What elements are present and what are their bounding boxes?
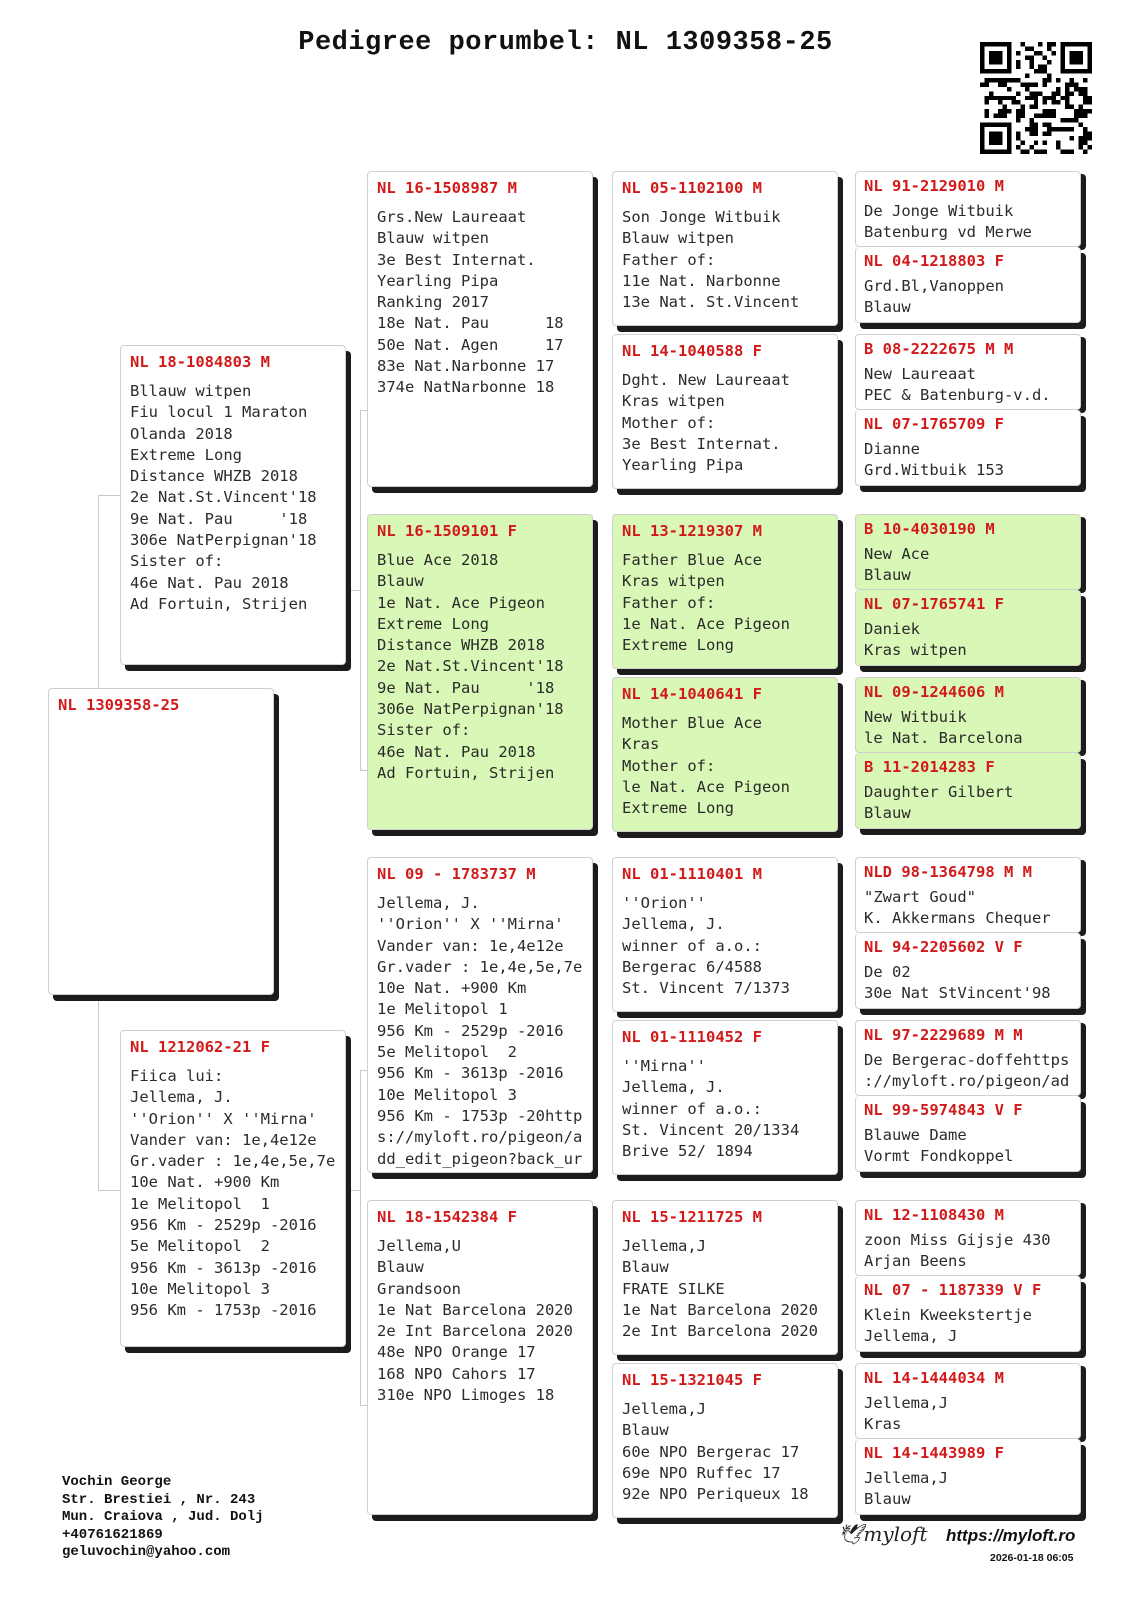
pigeon-info-line: De Jonge Witbuik <box>864 202 1014 220</box>
owner-name: Vochin George <box>62 1474 172 1490</box>
ring-number: NL 09-1244606 M <box>864 683 1004 701</box>
pigeon-info-line: 69e NPO Ruffec 17 <box>622 1463 781 1482</box>
pigeon-info-line: 46e Nat. Pau 2018 <box>130 573 289 592</box>
pigeon-info-line: Distance WHZB 2018 <box>377 636 545 655</box>
ring-number: NL 07-1765741 F <box>864 595 1004 613</box>
pigeon-info-line: Blue Ace 2018 <box>377 551 499 569</box>
page-title: Pedigree porumbel: NL 1309358-25 <box>298 28 833 58</box>
ring-number: NL 18-1084803 M <box>130 353 270 371</box>
pigeon-info-line: Father of: <box>622 250 716 269</box>
pigeon-info-line: Blauw <box>864 298 911 316</box>
pigeon-card-grandparent[interactable] <box>367 1200 593 1515</box>
pigeon-info-line: ''Mirna'' <box>622 1057 706 1075</box>
pigeon-card-gg-grandparent[interactable] <box>855 1200 1081 1276</box>
pigeon-info-line: 50e Nat. Agen 17 <box>377 335 564 354</box>
pigeon-info-line: Jellema, J. <box>622 915 725 934</box>
pigeon-info-line: Brive 52/ 1894 <box>622 1142 753 1161</box>
pigeon-info-line: 60e NPO Bergerac 17 <box>622 1442 800 1461</box>
pigeon-info-line: 2e Int Barcelona 2020 <box>377 1322 573 1341</box>
pigeon-info-line: St. Vincent 20/1334 <box>622 1120 800 1139</box>
pigeon-info-line: Jellema, J. <box>622 1078 725 1097</box>
pigeon-info-line: Yearling Pipa <box>622 456 744 475</box>
ring-number: NL 14-1443989 F <box>864 1444 1004 1462</box>
pigeon-info-line: 1e Nat. Ace Pigeon <box>377 593 545 612</box>
pigeon-info-line: Mother of: <box>622 756 716 775</box>
pigeon-info-line: Vander van: 1e,4e12e <box>130 1130 317 1149</box>
pigeon-info-line: FRATE SILKE <box>622 1279 725 1298</box>
ring-number: NL 09 - 1783737 M <box>377 865 536 883</box>
pigeon-card-great-grandparent[interactable] <box>612 514 838 669</box>
ring-number: NL 94-2205602 V F <box>864 938 1023 956</box>
pigeon-info-line: De Bergerac-doffehttps <box>864 1051 1070 1069</box>
ring-number: NL 91-2129010 M <box>864 177 1004 195</box>
pigeon-card-great-grandparent[interactable] <box>612 677 838 832</box>
pigeon-info-line: Kras witpen <box>864 641 967 659</box>
pigeon-info-line: Blauw <box>864 804 911 822</box>
pigeon-info-line: Arjan Beens <box>864 1252 967 1270</box>
ring-number: NL 99-5974843 V F <box>864 1101 1023 1119</box>
pigeon-card-grandparent[interactable] <box>367 171 593 487</box>
ring-number: NL 04-1218803 F <box>864 252 1004 270</box>
pigeon-info-line: 46e Nat. Pau 2018 <box>377 742 536 761</box>
owner-street: Str. Brestiei , Nr. 243 <box>62 1491 256 1508</box>
ring-number: NL 14-1040641 F <box>622 685 762 703</box>
pigeon-info-line: 956 Km - 1753p -2016 <box>130 1301 317 1320</box>
pigeon-info-line: 48e NPO Orange 17 <box>377 1343 536 1362</box>
pigeon-info-line: Fiu locul 1 Maraton <box>130 403 308 422</box>
pigeon-card-subject[interactable] <box>48 688 274 995</box>
brand-footer <box>838 1520 1088 1570</box>
pigeon-card-gg-grandparent[interactable] <box>855 1276 1081 1352</box>
pigeon-info-line: winner of a.o.: <box>622 936 762 955</box>
ring-number: NL 01-1110452 F <box>622 1028 762 1046</box>
pigeon-card-gg-grandparent[interactable] <box>855 334 1081 410</box>
pigeon-info-line: New Laureaat <box>864 365 976 383</box>
pigeon-info-line: Gr.vader : 1e,4e,5e,7e <box>377 957 583 976</box>
pigeon-info-line: Blauw <box>622 1258 669 1277</box>
pigeon-info-line: Gr.vader : 1e,4e,5e,7e <box>130 1152 336 1171</box>
pigeon-info-line: New Witbuik <box>864 708 967 726</box>
pigeon-info-line: Kras witpen <box>622 572 725 591</box>
pigeon-info-line: Blauw witpen <box>377 229 489 248</box>
pigeon-info-line: 10e Nat. +900 Km <box>130 1173 280 1192</box>
pigeon-info-line: Jellema,J <box>622 1237 706 1255</box>
pigeon-info-line: 11e Nat. Narbonne <box>622 271 781 290</box>
ring-number: NL 16-1508987 M <box>377 179 517 197</box>
pigeon-info-line: Blauw <box>864 566 911 584</box>
myloft-logo: 🕊myloft <box>838 1522 928 1546</box>
pigeon-info-line: Extreme Long <box>622 799 734 818</box>
pigeon-info-line: Distance WHZB 2018 <box>130 467 298 486</box>
pigeon-info-line: Kras witpen <box>622 392 725 411</box>
pigeon-card-great-grandparent[interactable] <box>612 1363 838 1518</box>
pigeon-info-line: ''Orion'' X ''Mirna' <box>130 1109 317 1128</box>
pigeon-info-line: Olanda 2018 <box>130 424 233 443</box>
pigeon-info-line: Klein Kweekstertje <box>864 1306 1032 1324</box>
pigeon-card-gg-grandparent[interactable] <box>855 1020 1081 1096</box>
ring-number: NL 14-1040588 F <box>622 342 762 360</box>
ring-number: NL 14-1444034 M <box>864 1369 1004 1387</box>
pigeon-info-line: PEC & Batenburg-v.d. <box>864 386 1051 404</box>
pigeon-card-grandparent[interactable] <box>367 857 593 1173</box>
pigeon-info-line: Vander van: 1e,4e12e <box>377 936 564 955</box>
ring-number: NL 97-2229689 M M <box>864 1026 1023 1044</box>
pigeon-info-line: New Ace <box>864 545 930 563</box>
pigeon-info-line: 10e Nat. +900 Km <box>377 979 527 998</box>
pigeon-info-line: Grandsoon <box>377 1279 461 1298</box>
pigeon-info-line: 10e Melitopol 3 <box>130 1279 270 1298</box>
pigeon-card-gg-grandparent[interactable] <box>855 1439 1081 1515</box>
pigeon-info-line: Jellema, J. <box>377 894 480 912</box>
pigeon-info-line: 306e NatPerpignan'18 <box>377 700 564 719</box>
pigeon-info-line: 92e NPO Periqueux 18 <box>622 1485 809 1504</box>
pigeon-info-line: 2e Nat.St.Vincent'18 <box>130 488 317 507</box>
pigeon-info-line: Jellema,U <box>377 1237 461 1255</box>
pigeon-card-gg-grandparent[interactable] <box>855 1363 1081 1439</box>
pigeon-info-line: Blauw <box>377 1258 424 1277</box>
pigeon-info-line: Fiica lui: <box>130 1067 224 1085</box>
pigeon-info-line: 1e Nat Barcelona 2020 <box>622 1300 818 1319</box>
pigeon-info-line: Bllauw witpen <box>130 382 252 400</box>
pigeon-info-line: Sister of: <box>377 721 471 740</box>
pigeon-info-line: le Nat. Ace Pigeon <box>622 777 790 796</box>
ring-number: B 10-4030190 M <box>864 520 995 538</box>
pigeon-info-line: Jellema,J <box>864 1394 948 1412</box>
pigeon-info-line: Grd.Witbuik 153 <box>864 461 1004 479</box>
pigeon-info-line: Mother Blue Ace <box>622 714 762 732</box>
pigeon-card-great-grandparent[interactable] <box>612 334 838 489</box>
pigeon-info-line: Batenburg vd Merwe <box>864 223 1032 241</box>
pigeon-info-line: 2e Nat.St.Vincent'18 <box>377 657 564 676</box>
pigeon-card-gg-grandparent[interactable] <box>855 1096 1081 1172</box>
pigeon-info-line: Extreme Long <box>377 614 489 633</box>
pigeon-info-line: Son Jonge Witbuik <box>622 208 781 226</box>
ring-number: NL 07-1765709 F <box>864 415 1004 433</box>
pigeon-info-line: 956 Km - 2529p -2016 <box>130 1216 317 1235</box>
pigeon-info-line: 1e Melitopol 1 <box>377 1000 508 1019</box>
pigeon-info-line: s://myloft.ro/pigeon/a <box>377 1128 583 1147</box>
pigeon-info-line: 10e Melitopol 3 <box>377 1085 517 1104</box>
pigeon-card-gg-grandparent[interactable] <box>855 171 1081 247</box>
pigeon-info-line: Extreme Long <box>130 445 242 464</box>
pigeon-info-line: Grs.New Laureaat <box>377 208 527 226</box>
pigeon-card-gg-grandparent[interactable] <box>855 247 1081 323</box>
pigeon-info-line: Daniek <box>864 620 920 638</box>
pigeon-info-line: Grd.Bl,Vanoppen <box>864 277 1004 295</box>
ring-number: NL 07 - 1187339 V F <box>864 1281 1042 1299</box>
pigeon-info-line: Dianne <box>864 440 920 458</box>
pigeon-info-line: winner of a.o.: <box>622 1099 762 1118</box>
pigeon-info-line: K. Akkermans Chequer <box>864 909 1051 927</box>
pigeon-info-line: 3e Best Internat. <box>622 434 781 453</box>
pigeon-card-gg-grandparent[interactable] <box>855 410 1081 486</box>
pigeon-info-line: Vormt Fondkoppel <box>864 1147 1014 1165</box>
pigeon-card-gg-grandparent[interactable] <box>855 753 1081 829</box>
connector-line <box>360 410 361 770</box>
pigeon-info-line: zoon Miss Gijsje 430 <box>864 1231 1051 1249</box>
pigeon-info-line: Extreme Long <box>622 636 734 655</box>
pigeon-info-line: 306e NatPerpignan'18 <box>130 531 317 550</box>
pigeon-info-line: Yearling Pipa <box>377 271 499 290</box>
ring-number: NL 15-1211725 M <box>622 1208 762 1226</box>
pigeon-info-line: 1e Nat Barcelona 2020 <box>377 1300 573 1319</box>
pigeon-info-line: dd_edit_pigeon?back_ur <box>377 1149 583 1168</box>
connector-line <box>98 1190 120 1191</box>
pigeon-info-line: 3e Best Internat. <box>377 250 536 269</box>
pigeon-card-great-grandparent[interactable] <box>612 171 838 326</box>
qr-code-icon <box>980 42 1092 154</box>
ring-number: NL 12-1108430 M <box>864 1206 1004 1224</box>
pigeon-info-line: Kras <box>622 735 660 754</box>
connector-line <box>360 1070 361 1405</box>
ring-number: B 08-2222675 M M <box>864 340 1014 358</box>
pigeon-info-line: 18e Nat. Pau 18 <box>377 314 564 333</box>
pigeon-info-line: ''Orion'' X ''Mirna' <box>377 915 564 934</box>
pigeon-info-line: 30e Nat StVincent'98 <box>864 984 1051 1002</box>
pigeon-info-line: Blauwe Dame <box>864 1126 967 1144</box>
pigeon-info-line: 83e Nat.Narbonne 17 <box>377 357 555 376</box>
pigeon-info-line: Jellema, J <box>864 1327 958 1345</box>
pigeon-info-line: Kras <box>864 1415 902 1433</box>
pigeon-info-line: St. Vincent 7/1373 <box>622 979 790 998</box>
ring-number: NL 05-1102100 M <box>622 179 762 197</box>
ring-number: NL 18-1542384 F <box>377 1208 517 1226</box>
pigeon-info-line: Blauw <box>622 1421 669 1440</box>
pigeon-info-line: ://myloft.ro/pigeon/ad <box>864 1072 1070 1090</box>
pigeon-info-line: Jellema,J <box>864 1469 948 1487</box>
pigeon-info-line: Ad Fortuin, Strijen <box>130 594 308 613</box>
pigeon-card-gg-grandparent[interactable] <box>855 677 1081 753</box>
pigeon-info-line: 9e Nat. Pau '18 <box>377 678 555 697</box>
pigeon-card-grandparent[interactable] <box>367 514 593 830</box>
pigeon-info-line: 5e Melitopol 2 <box>377 1043 517 1062</box>
pigeon-info-line: Blauw <box>377 572 424 591</box>
pigeon-info-line: ''Orion'' <box>622 894 706 912</box>
pigeon-info-line: 168 NPO Cahors 17 <box>377 1364 536 1383</box>
ring-number: NLD 98-1364798 M M <box>864 863 1032 881</box>
pigeon-info-line: De 02 <box>864 963 911 981</box>
owner-city: Mun. Craiova , Jud. Dolj <box>62 1509 264 1525</box>
pigeon-card-great-grandparent[interactable] <box>612 857 838 1012</box>
pigeon-info-line: Father Blue Ace <box>622 551 762 569</box>
pigeon-info-line: "Zwart Goud" <box>864 888 976 906</box>
pigeon-info-line: Bergerac 6/4588 <box>622 957 762 976</box>
pigeon-card-great-grandparent[interactable] <box>612 1020 838 1175</box>
ring-number: NL 1212062-21 F <box>130 1038 270 1056</box>
pigeon-info-line: 13e Nat. St.Vincent <box>622 293 800 312</box>
owner-phone: +40761621869 <box>62 1526 163 1543</box>
pigeon-card-great-grandparent[interactable] <box>612 1200 838 1355</box>
print-date: 2026-01-18 06:05 <box>990 1552 1074 1564</box>
pigeon-info-line: Jellema,J <box>622 1400 706 1418</box>
pigeon-card-gg-grandparent[interactable] <box>855 514 1081 590</box>
pigeon-info-line: 956 Km - 1753p -20http <box>377 1106 583 1125</box>
pigeon-info-line: le Nat. Barcelona <box>864 729 1023 747</box>
pigeon-info-line: Daughter Gilbert <box>864 783 1014 801</box>
pigeon-info-line: 1e Melitopol 1 <box>130 1194 270 1213</box>
connector-line <box>98 495 120 496</box>
pigeon-info-line: 956 Km - 3613p -2016 <box>377 1064 564 1083</box>
pigeon-info-line: Father of: <box>622 593 716 612</box>
pigeon-info-line: Sister of: <box>130 552 224 571</box>
owner-email: geluvochin@yahoo.com <box>62 1544 231 1560</box>
pigeon-info-line: 310e NPO Limoges 18 <box>377 1386 555 1405</box>
pigeon-card-gg-grandparent[interactable] <box>855 857 1081 933</box>
pigeon-info-line: Ad Fortuin, Strijen <box>377 763 555 782</box>
pigeon-card-parent-father[interactable] <box>120 345 346 665</box>
ring-number: NL 1309358-25 <box>58 696 180 714</box>
ring-number: NL 01-1110401 M <box>622 865 762 883</box>
brand-url[interactable]: https://myloft.ro <box>946 1526 1076 1545</box>
pigeon-info-line: Jellema, J. <box>130 1088 233 1107</box>
pigeon-info-line: Blauw witpen <box>622 229 734 248</box>
pigeon-info-line: 1e Nat. Ace Pigeon <box>622 614 790 633</box>
pigeon-info-line: 956 Km - 2529p -2016 <box>377 1021 564 1040</box>
pigeon-info-line: Ranking 2017 <box>377 293 489 312</box>
pigeon-info-line: 956 Km - 3613p -2016 <box>130 1258 317 1277</box>
ring-number: NL 15-1321045 F <box>622 1371 762 1389</box>
ring-number: NL 16-1509101 F <box>377 522 517 540</box>
pigeon-info-line: Mother of: <box>622 413 716 432</box>
ring-number: NL 13-1219307 M <box>622 522 762 540</box>
pigeon-info-line: 9e Nat. Pau '18 <box>130 509 308 528</box>
pigeon-info-line: 5e Melitopol 2 <box>130 1237 270 1256</box>
owner-info <box>62 1474 264 1562</box>
pigeon-card-gg-grandparent[interactable] <box>855 590 1081 666</box>
pigeon-info-line: 2e Int Barcelona 2020 <box>622 1322 818 1341</box>
pigeon-card-gg-grandparent[interactable] <box>855 933 1081 1009</box>
pigeon-info-line: Blauw <box>864 1490 911 1508</box>
pigeon-info-line: Dght. New Laureaat <box>622 371 790 389</box>
ring-number: B 11-2014283 F <box>864 758 995 776</box>
pigeon-info-line: 374e NatNarbonne 18 <box>377 378 555 397</box>
pigeon-card-parent-mother[interactable] <box>120 1030 346 1347</box>
